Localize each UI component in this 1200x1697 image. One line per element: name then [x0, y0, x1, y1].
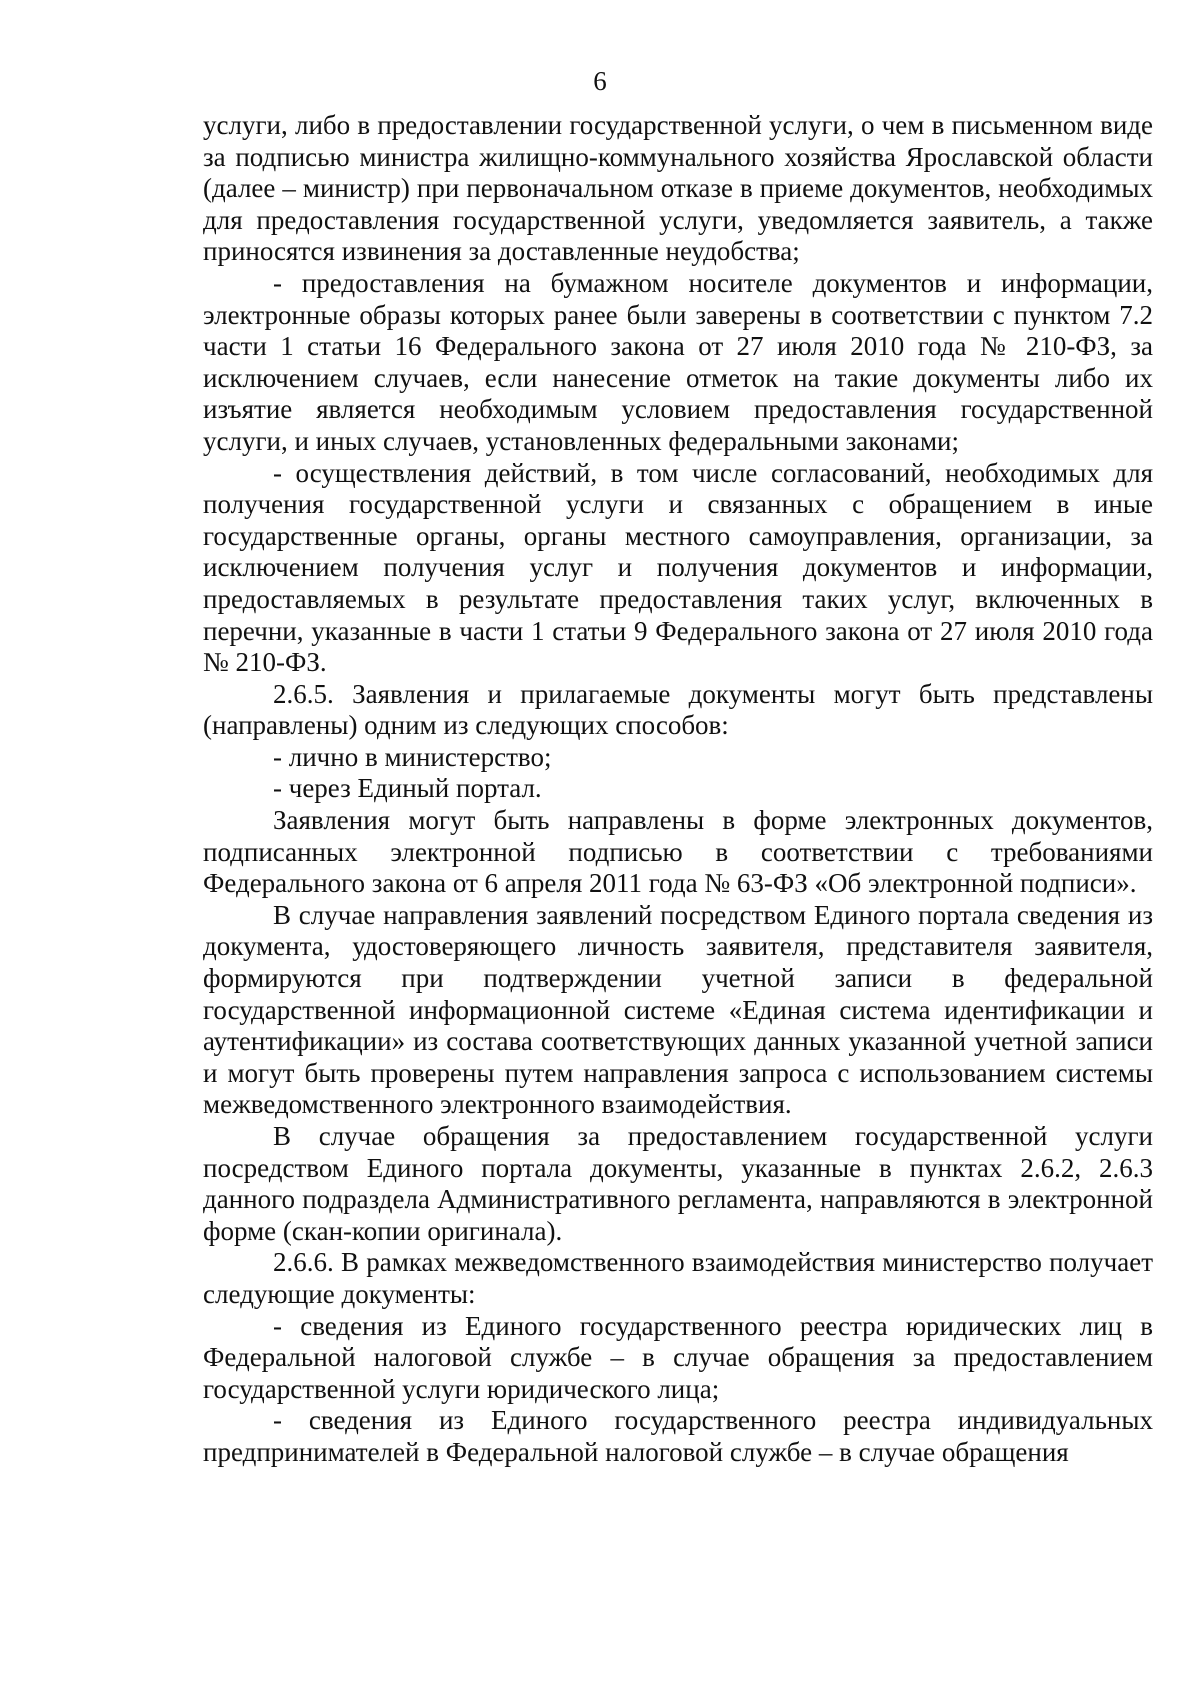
- paragraph-identity-data: В случае направления заявлений посредством Единого портала сведения из документа, удостоверяющего личность заявителя, представителя заявителя, формируются при подтверждении учетной записи в федеральной государственной информационной системе «Единая система идентификации и аутентификации» из состава соответствующих данных указанной учетной записи и могут быть проверены путем направления запроса с использованием системы межведомственного электронного взаимодействия.: [203, 899, 1153, 1120]
- page-number: 6: [593, 66, 607, 96]
- paragraph-paper-documents: - предоставления на бумажном носителе документов и информации, электронные образы которых ранее были заверены в соответствии с пунктом 7.2 части 1 статьи 16 Федерального закона от 27 июля 2010 года № 210-ФЗ, за исключением случаев, если нанесение отметок на такие документы либо их изъятие является необходимым условием предоставления государственной услуги, и иных случаев, установленных федеральными законами;: [203, 267, 1153, 456]
- paragraph-egrul: - сведения из Единого государственного реестра юридических лиц в Федеральной налоговой службе – в случае обращения за предоставлением государственной услуги юридического лица;: [203, 1310, 1153, 1404]
- paragraph-egrip: - сведения из Единого государственного реестра индивидуальных предпринимателей в Федеральной налоговой службе – в случае обращения: [203, 1405, 1153, 1467]
- paragraph-portal-documents: В случае обращения за предоставлением государственной услуги посредством Единого портала документы, указанные в пунктах 2.6.2, 2.6.3 данного подраздела Административного регламента, направляются в электронной форме (скан-копии оригинала).: [203, 1121, 1153, 1246]
- paragraph-2-6-5: 2.6.5. Заявления и прилагаемые документы могут быть представлены (направлены) одним из следующих способов:: [203, 678, 1153, 741]
- document-body: [203, 110, 1153, 1469]
- paragraph-electronic-signature: Заявления могут быть направлены в форме электронных документов, подписанных электронной подписью в соответствии с требованиями Федерального закона от 6 апреля 2011 года № 63-ФЗ «Об электронной подписи».: [203, 805, 1153, 899]
- list-item-portal: - через Единый портал.: [273, 773, 542, 804]
- list-item-in-person: - лично в министерство;: [273, 741, 552, 772]
- paragraph-actions-approvals: - осуществления действий, в том числе согласований, необходимых для получения государственной услуги и связанных с обращением в иные государственные органы, органы местного самоуправления, организации, за исключением получения услуг и получения документов и информации, предоставляемых в результате предоставления таких услуг, включенных в перечни, указанные в части 1 статьи 9 Федерального закона от 27 июля 2010 года № 210-ФЗ.: [203, 457, 1153, 678]
- paragraph-continuation: услуги, либо в предоставлении государственной услуги, о чем в письменном виде за подписью министра жилищно-коммунального хозяйства Ярославской области (далее – министр) при первоначальном отказе в приеме документов, необходимых для предоставления государственной услуги, уведомляется заявитель, а также приносятся извинения за доставленные неудобства;: [203, 110, 1153, 267]
- paragraph-2-6-6: 2.6.6. В рамках межведомственного взаимодействия министерство получает следующие документы:: [203, 1247, 1153, 1309]
